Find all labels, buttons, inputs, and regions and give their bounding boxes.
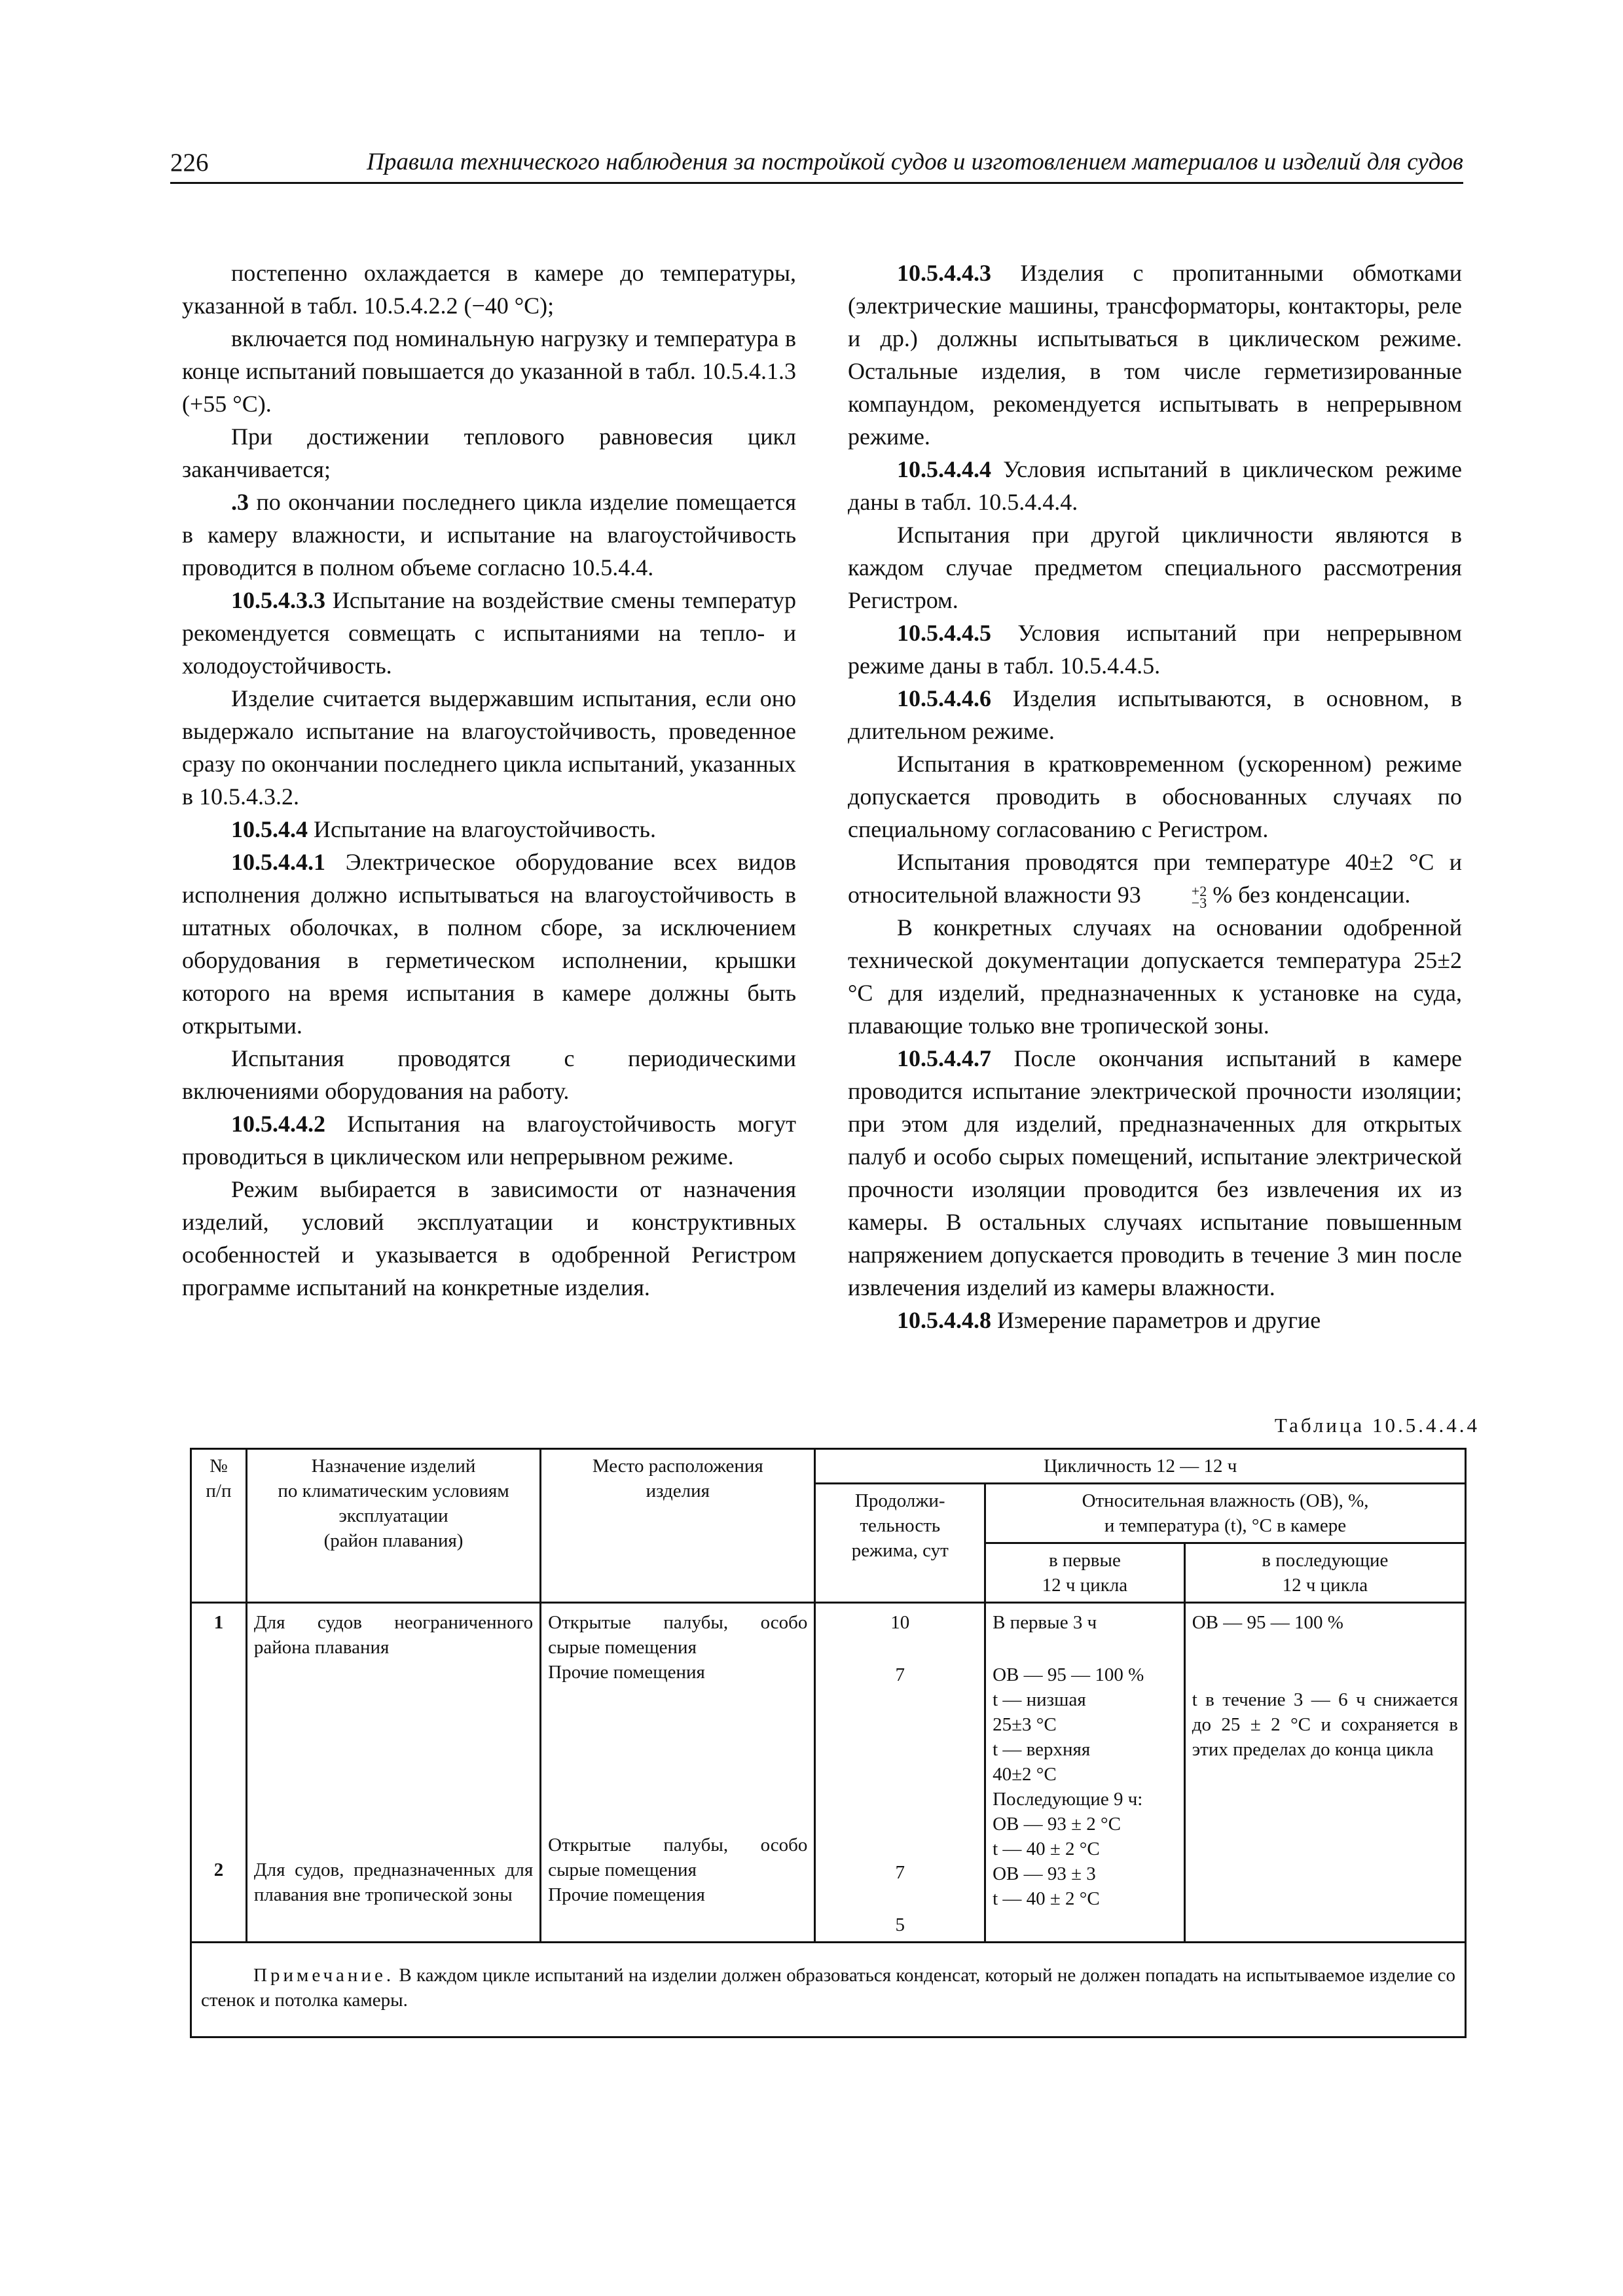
table-row [191,1603,1466,1943]
right-column [848,257,1462,1336]
paragraph: Испытания проводятся с периодическими включениями оборудования на работу. [182,1045,796,1104]
note-row [191,1943,1466,2037]
paragraph-text: Условия испытаний при непрерывном режиме даны в табл. 10.5.4.4.5. [848,620,1463,679]
paragraph-text: % без конденсации. [1213,882,1411,908]
tolerance-upper: +2 [1191,882,1207,899]
tolerance [1142,882,1207,911]
clause-number: 10.5.4.4.5 [897,620,991,646]
header-row [191,1449,1466,1484]
paragraph [182,813,796,846]
paragraph-text: Испытание на воздействие смены температур рекомендуется совмещать с испытаниями на тепло- и холодоустойчивость. [182,587,796,679]
clause-number: 10.5.4.4.1 [231,849,325,875]
clause-number: 10.5.4.4.8 [897,1307,991,1333]
paragraph [182,584,796,682]
row-next-12h: ОВ — 95 — 100 % t в течение 3 — 6 ч снижается до 25 ± 2 °С и сохраняется в этих пределах до конца цикла [1184,1603,1465,1943]
page-number: 226 [170,149,209,177]
note-label: Примечание. [253,1965,395,1986]
clause-number: 10.5.4.4.7 [897,1045,991,1071]
paragraph-text: Испытания на влагоустойчивость могут проводиться в циклическом или непрерывном режиме. [182,1111,796,1170]
paragraph [848,1042,1462,1304]
paragraph [182,486,796,584]
clause-number: 10.5.4.4.6 [897,685,991,711]
paragraph [848,846,1462,911]
header-next-12h: в последующие 12 ч цикла [1184,1543,1465,1603]
clause-number: 10.5.4.4 [231,816,308,842]
page-header [170,145,1463,184]
clause-number: .3 [231,489,249,515]
running-title: Правила технического наблюдения за постройкой судов и изготовлением материалов и изделий для судов [367,149,1463,175]
paragraph: При достижении теплового равновесия цикл заканчивается; [182,423,796,482]
header-location: Место расположения изделия [541,1449,815,1603]
header-first-12h: в первые 12 ч цикла [985,1543,1185,1603]
tolerance-lower: −3 [1191,894,1207,911]
paragraph [848,617,1462,682]
paragraph-text: После окончания испытаний в камере проводится испытание электрической прочности изоляции; при этом для изделий, предназначенных для открытых палуб и особо сырых помещений, испытание электрической прочности изоляции проводится без извлечения их из камеры. В остальных случаях испытание повышенным напряжением допускается проводить в течение 3 мин после извлечения изделий из камеры влажности. [848,1045,1462,1300]
paragraph [182,846,796,1042]
paragraph: постепенно охлаждается в камере до температуры, указанной в табл. 10.5.4.2.2 (−40 °С); [182,260,796,319]
clause-number: 10.5.4.3.3 [231,587,325,613]
table-note [191,1943,1466,2037]
header-cyclicity: Цикличность 12 — 12 ч [815,1449,1466,1484]
row-location: Открытые палубы, особо сырые помещения Прочие помещения Открытые палубы, особо сырые помещения Прочие помещения [541,1603,815,1943]
header-purpose: Назначение изделий по климатическим условиям эксплуатации (район плавания) [246,1449,540,1603]
paragraph [848,453,1462,518]
paragraph-text: Изделия испытываются, в основном, в длительном режиме. [848,685,1462,744]
clause-number: 10.5.4.4.3 [897,260,991,286]
note-text: В каждом цикле испытаний на изделии должен образоваться конденсат, который не должен попадать на испытываемое изделие со стенок и потолка камеры. [201,1965,1455,2011]
header-num: № п/п [191,1449,247,1603]
clause-number: 10.5.4.4.2 [231,1111,325,1137]
paragraph: включается под номинальную нагрузку и температура в конце испытаний повышается до указанной в табл. 10.5.4.1.3 (+55 °С). [182,325,796,417]
paragraph [848,257,1462,453]
header-humidity: Относительная влажность (ОВ), %, и температура (t), °С в камере [985,1484,1466,1543]
paragraph: Испытания при другой цикличности являются в каждом случае предметом специального рассмотрения Регистром. [848,522,1462,613]
row-first-12h: В первые 3 ч ОВ — 95 — 100 % t — низшая 25±3 °С t — верхняя 40±2 °С Последующие 9 ч: ОВ — 93 ± 2 °С t — 40 ± 2 °С ОВ — 93 ± 3 t — 40 ± 2 °С [985,1603,1185,1943]
paragraph-text: по окончании последнего цикла изделие помещается в камеру влажности, и испытание на влагоустойчивость проводится в полном объеме согласно 10.5.4.4. [182,489,796,581]
paragraph-text: Испытания проводятся при температуре 40±2 °С и относительной влажности 93 [848,849,1462,908]
paragraph [182,1107,796,1173]
paragraph: Изделие считается выдержавшим испытания, если оно выдержало испытание на влагоустойчивость, проведенное сразу по окончании последнего цикла испытаний, указанных в 10.5.4.3.2. [182,685,796,810]
paragraph [848,1304,1462,1336]
table-caption: Таблица 10.5.4.4.4 [1274,1414,1480,1437]
paragraph-text: Условия испытаний в циклическом режиме даны в табл. 10.5.4.4.4. [848,456,1463,515]
paragraph-text: Изделия с пропитанными обмотками (электрические машины, трансформаторы, контакторы, реле и др.) должны испытываться в циклическом режиме. Остальные изделия, в том числе герметизированные компаундом, рекомендуется испытывать в непрерывном режиме. [848,260,1462,450]
paragraph: Испытания в кратковременном (ускоренном) режиме допускается проводить в обоснованных случаях по специальному согласованию с Регистром. [848,751,1462,842]
header-duration: Продолжи- тельность режима, сут [815,1484,985,1603]
row-num: 1 2 [191,1603,247,1943]
row-purpose: Для судов неограниченного района плавания Для судов, предназначенных для плавания вне тропической зоны [246,1603,540,1943]
paragraph [848,682,1462,747]
paragraph: Режим выбирается в зависимости от назначения изделий, условий эксплуатации и конструктивных особенностей и указывается в одобренной Регистром программе испытаний на конкретные изделия. [182,1176,796,1300]
paragraph: В конкретных случаях на основании одобренной технической документации допускается температура 25±2 °С для изделий, предназначенных к установке на суда, плавающие только вне тропической зоны. [848,914,1462,1039]
row-duration: 10 7 7 5 [815,1603,985,1943]
test-conditions-table [190,1448,1467,2038]
clause-number: 10.5.4.4.4 [897,456,991,482]
left-column [182,257,796,1304]
paragraph-text: Измерение параметров и другие [997,1307,1321,1333]
paragraph-text: Электрическое оборудование всех видов исполнения должно испытываться на влагоустойчивость в штатных оболочках, в полном сборе, за исключением оборудования в герметическом исполнении, крышки которого на время испытания в камере должны быть открытыми. [182,849,797,1039]
paragraph-text: Испытание на влагоустойчивость. [314,816,656,842]
